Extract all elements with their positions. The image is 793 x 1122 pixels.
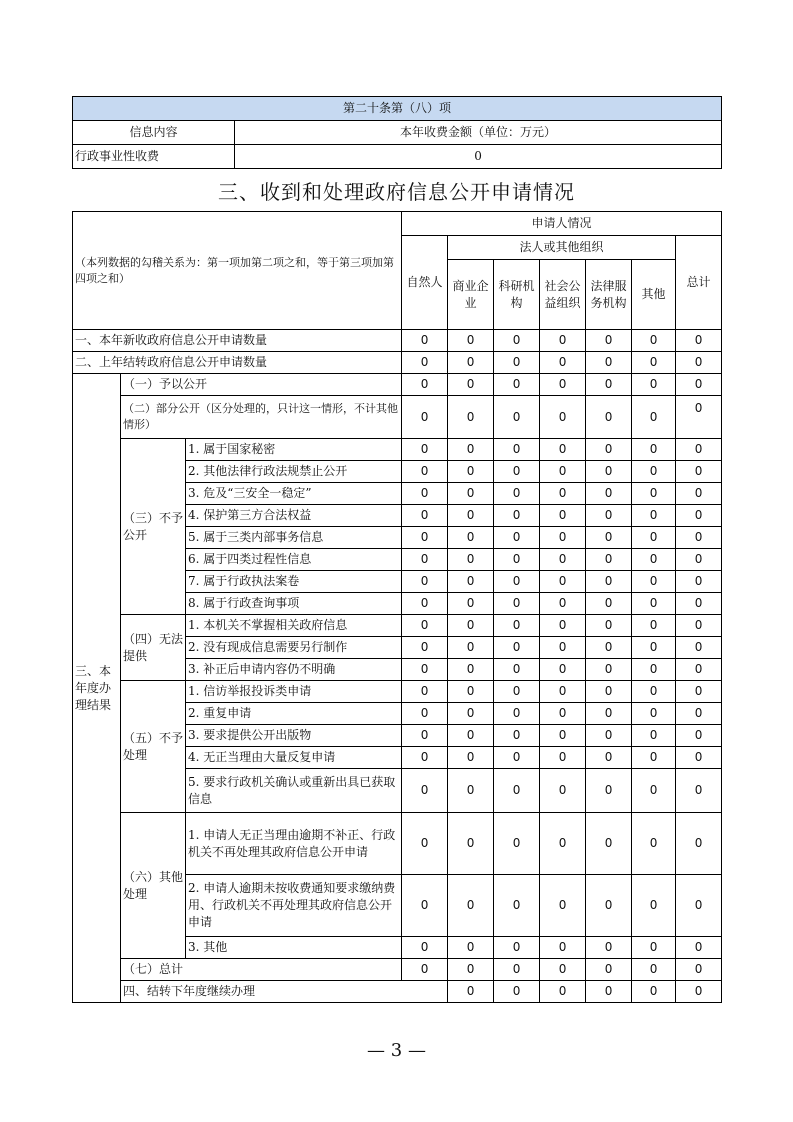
col-fee-amount: 本年收费金额（单位：万元） [235, 121, 722, 145]
cell-value: 0 [540, 396, 586, 439]
row-label: 1. 信访举报投诉类申请 [186, 681, 402, 703]
cell-value: 0 [402, 483, 448, 505]
cell-value: 0 [586, 396, 632, 439]
cell-value: 0 [676, 637, 722, 659]
cell-value: 0 [540, 725, 586, 747]
cell-value: 0 [676, 615, 722, 637]
cell-value: 0 [586, 330, 632, 352]
cell-value: 0 [448, 875, 494, 937]
cell-value: 0 [676, 505, 722, 527]
row-label: 3. 危及“三安全一稳定” [186, 483, 402, 505]
cell-value: 0 [540, 549, 586, 571]
cell-value: 0 [448, 813, 494, 875]
cell-value: 0 [632, 483, 676, 505]
row-label: 4. 保护第三方合法权益 [186, 505, 402, 527]
cell-value: 0 [494, 505, 540, 527]
cell-value: 0 [402, 439, 448, 461]
row-label: 1. 申请人无正当理由逾期不补正、行政机关不再处理其政府信息公开申请 [186, 813, 402, 875]
row-label: 2. 没有现成信息需要另行制作 [186, 637, 402, 659]
cell-value: 0 [448, 747, 494, 769]
cell-value: 0 [540, 659, 586, 681]
cell-value: 0 [494, 813, 540, 875]
section-title: 三、收到和处理政府信息公开申请情况 [218, 180, 575, 204]
cell-value: 0 [586, 527, 632, 549]
cell-value: 0 [540, 681, 586, 703]
cell-value: 0 [676, 659, 722, 681]
cell-value: 0 [494, 571, 540, 593]
cell-value: 0 [540, 352, 586, 374]
row-label: 1. 本机关不掌握相关政府信息 [186, 615, 402, 637]
other-group-label: （六）其他处理 [121, 813, 186, 959]
cell-value: 0 [448, 981, 494, 1003]
header-social: 社会公益组织 [540, 260, 586, 330]
cell-value: 0 [402, 549, 448, 571]
cell-value: 0 [494, 875, 540, 937]
cell-value: 0 [402, 571, 448, 593]
cell-value: 0 [632, 959, 676, 981]
cell-value: 0 [676, 483, 722, 505]
cell-value: 0 [540, 981, 586, 1003]
cell-value: 0 [448, 725, 494, 747]
cell-value: 0 [494, 352, 540, 374]
row-label: 5. 要求行政机关确认或重新出具已获取信息 [186, 769, 402, 813]
cell-value: 0 [494, 461, 540, 483]
cell-value: 0 [402, 374, 448, 396]
row-label: （一）予以公开 [121, 374, 402, 396]
cell-value: 0 [540, 374, 586, 396]
cell-value: 0 [540, 593, 586, 615]
cell-value: 0 [632, 505, 676, 527]
cell-value: 0 [402, 527, 448, 549]
row-label: 二、上年结转政府信息公开申请数量 [73, 352, 402, 374]
cell-value: 0 [448, 483, 494, 505]
cell-value: 0 [448, 681, 494, 703]
header-legal-group: 法人或其他组织 [448, 236, 676, 260]
cell-value: 0 [632, 527, 676, 549]
header-natural-person: 自然人 [402, 236, 448, 330]
cell-value: 0 [632, 681, 676, 703]
cell-value: 0 [632, 615, 676, 637]
cell-value: 0 [586, 439, 632, 461]
cell-value: 0 [632, 593, 676, 615]
row-admin-fee-value: 0 [235, 145, 722, 169]
cell-value: 0 [632, 747, 676, 769]
cell-value: 0 [632, 769, 676, 813]
cell-value: 0 [540, 959, 586, 981]
row-label: （七）总计 [121, 959, 402, 981]
cell-value: 0 [540, 483, 586, 505]
cell-value: 0 [402, 959, 448, 981]
cell-value: 0 [632, 352, 676, 374]
cell-value: 0 [494, 769, 540, 813]
cell-value: 0 [676, 769, 722, 813]
row-label: 一、本年新收政府信息公开申请数量 [73, 330, 402, 352]
cell-value: 0 [448, 330, 494, 352]
cell-value: 0 [448, 593, 494, 615]
cell-value: 0 [494, 374, 540, 396]
cell-value: 0 [540, 330, 586, 352]
cell-value: 0 [676, 571, 722, 593]
cell-value: 0 [632, 875, 676, 937]
cell-value: 0 [586, 937, 632, 959]
cell-value: 0 [676, 593, 722, 615]
cell-value: 0 [494, 981, 540, 1003]
cell-value: 0 [540, 505, 586, 527]
row-label: 6. 属于四类过程性信息 [186, 549, 402, 571]
cell-value: 0 [494, 659, 540, 681]
cell-value: 0 [586, 681, 632, 703]
page-number: — 3 — [367, 1040, 426, 1061]
cell-value: 0 [540, 571, 586, 593]
cell-value: 0 [632, 637, 676, 659]
cell-value: 0 [632, 937, 676, 959]
cell-value: 0 [540, 461, 586, 483]
row-admin-fee-label: 行政事业性收费 [73, 145, 235, 169]
cell-value: 0 [676, 703, 722, 725]
header-research: 科研机构 [494, 260, 540, 330]
cell-value: 0 [448, 571, 494, 593]
cell-value: 0 [540, 747, 586, 769]
cell-value: 0 [586, 959, 632, 981]
cell-value: 0 [448, 659, 494, 681]
cell-value: 0 [494, 439, 540, 461]
row-label: 3. 要求提供公开出版物 [186, 725, 402, 747]
cell-value: 0 [494, 681, 540, 703]
cell-value: 0 [676, 981, 722, 1003]
row-label: 1. 属于国家秘密 [186, 439, 402, 461]
cell-value: 0 [402, 593, 448, 615]
row-label: 2. 重复申请 [186, 703, 402, 725]
cell-value: 0 [676, 725, 722, 747]
row-label: 8. 属于行政查询事项 [186, 593, 402, 615]
cell-value: 0 [586, 769, 632, 813]
cell-value: 0 [586, 981, 632, 1003]
cell-value: 0 [586, 637, 632, 659]
applications-table [72, 211, 722, 1003]
cell-value: 0 [540, 769, 586, 813]
cell-value: 0 [586, 549, 632, 571]
cell-value: 0 [676, 681, 722, 703]
cell-value: 0 [676, 549, 722, 571]
cell-value: 0 [448, 959, 494, 981]
cell-value: 0 [448, 505, 494, 527]
cell-value: 0 [586, 659, 632, 681]
cell-value: 0 [676, 439, 722, 461]
cell-value: 0 [586, 505, 632, 527]
cell-value: 0 [402, 813, 448, 875]
no-process-group-label: （五）不予处理 [121, 681, 186, 813]
cell-value: 0 [586, 571, 632, 593]
cell-value: 0 [494, 703, 540, 725]
cell-value: 0 [494, 483, 540, 505]
result-group-label: 三、本年度办理结果 [73, 374, 121, 1003]
cell-value: 0 [402, 769, 448, 813]
row-label: 四、结转下年度继续办理 [121, 981, 448, 1003]
cell-value: 0 [586, 813, 632, 875]
header-other: 其他 [632, 260, 676, 330]
cell-value: 0 [540, 703, 586, 725]
cell-value: 0 [632, 396, 676, 439]
cell-value: 0 [494, 747, 540, 769]
cell-value: 0 [402, 725, 448, 747]
cell-value: 0 [448, 703, 494, 725]
cell-value: 0 [448, 637, 494, 659]
fee-table-header: 第二十条第（八）项 [73, 97, 722, 121]
cell-value: 0 [494, 396, 540, 439]
cell-value: 0 [632, 981, 676, 1003]
cell-value: 0 [676, 527, 722, 549]
cell-value: 0 [494, 593, 540, 615]
cell-value: 0 [402, 637, 448, 659]
cell-value: 0 [586, 703, 632, 725]
not-open-group-label: （三）不予公开 [121, 439, 186, 615]
cell-value: 0 [402, 396, 448, 439]
cell-value: 0 [402, 461, 448, 483]
row-label: 2. 其他法律行政法规禁止公开 [186, 461, 402, 483]
cell-value: 0 [586, 461, 632, 483]
cell-value: 0 [402, 703, 448, 725]
row-label: 7. 属于行政执法案卷 [186, 571, 402, 593]
cell-value: 0 [494, 959, 540, 981]
cell-value: 0 [540, 637, 586, 659]
cell-value: 0 [448, 352, 494, 374]
cell-value: 0 [448, 439, 494, 461]
cell-value: 0 [586, 483, 632, 505]
header-applicant: 申请人情况 [402, 212, 722, 236]
header-total: 总计 [676, 236, 722, 330]
cell-value: 0 [448, 615, 494, 637]
cell-value: 0 [448, 374, 494, 396]
cell-value: 0 [632, 703, 676, 725]
cell-value: 0 [586, 352, 632, 374]
cell-value: 0 [676, 875, 722, 937]
cell-value: 0 [540, 813, 586, 875]
cell-value: 0 [402, 681, 448, 703]
cell-value: 0 [676, 352, 722, 374]
cell-value: 0 [494, 725, 540, 747]
fee-table [72, 96, 722, 169]
table-note: （本列数据的勾稽关系为：第一项加第二项之和，等于第三项加第四项之和） [73, 212, 402, 330]
header-commercial: 商业企业 [448, 260, 494, 330]
row-label: 3. 其他 [186, 937, 402, 959]
cell-value: 0 [402, 330, 448, 352]
cell-value: 0 [632, 571, 676, 593]
cell-value: 0 [494, 330, 540, 352]
row-label: 5. 属于三类内部事务信息 [186, 527, 402, 549]
cell-value: 0 [632, 374, 676, 396]
cell-value: 0 [402, 659, 448, 681]
cell-value: 0 [632, 659, 676, 681]
cell-value: 0 [676, 396, 722, 439]
cell-value: 0 [448, 769, 494, 813]
cell-value: 0 [676, 461, 722, 483]
cell-value: 0 [586, 725, 632, 747]
cell-value: 0 [632, 439, 676, 461]
cell-value: 0 [402, 505, 448, 527]
cell-value: 0 [448, 937, 494, 959]
row-label: 3. 补正后申请内容仍不明确 [186, 659, 402, 681]
row-label: 4. 无正当理由大量反复申请 [186, 747, 402, 769]
cell-value: 0 [632, 549, 676, 571]
cell-value: 0 [676, 747, 722, 769]
cell-value: 0 [632, 725, 676, 747]
cell-value: 0 [586, 374, 632, 396]
cell-value: 0 [632, 461, 676, 483]
col-info-content: 信息内容 [73, 121, 235, 145]
cell-value: 0 [586, 875, 632, 937]
header-legal-service: 法律服务机构 [586, 260, 632, 330]
cell-value: 0 [586, 615, 632, 637]
cell-value: 0 [494, 549, 540, 571]
cell-value: 0 [448, 396, 494, 439]
row-label: 2. 申请人逾期未按收费通知要求缴纳费用、行政机关不再处理其政府信息公开申请 [186, 875, 402, 937]
cell-value: 0 [540, 615, 586, 637]
cell-value: 0 [402, 937, 448, 959]
cell-value: 0 [632, 330, 676, 352]
cell-value: 0 [676, 959, 722, 981]
cell-value: 0 [676, 813, 722, 875]
cell-value: 0 [402, 875, 448, 937]
cell-value: 0 [448, 461, 494, 483]
cell-value: 0 [402, 352, 448, 374]
cell-value: 0 [676, 374, 722, 396]
cell-value: 0 [448, 527, 494, 549]
cell-value: 0 [540, 527, 586, 549]
cell-value: 0 [540, 875, 586, 937]
row-label: （二）部分公开（区分处理的，只计这一情形，不计其他情形） [121, 396, 402, 439]
cell-value: 0 [494, 937, 540, 959]
cell-value: 0 [448, 549, 494, 571]
cell-value: 0 [676, 937, 722, 959]
cell-value: 0 [402, 747, 448, 769]
cell-value: 0 [494, 637, 540, 659]
unable-group-label: （四）无法提供 [121, 615, 186, 681]
cell-value: 0 [676, 330, 722, 352]
cell-value: 0 [494, 615, 540, 637]
cell-value: 0 [586, 593, 632, 615]
cell-value: 0 [540, 439, 586, 461]
cell-value: 0 [494, 527, 540, 549]
cell-value: 0 [632, 813, 676, 875]
cell-value: 0 [540, 937, 586, 959]
cell-value: 0 [586, 747, 632, 769]
cell-value: 0 [402, 615, 448, 637]
